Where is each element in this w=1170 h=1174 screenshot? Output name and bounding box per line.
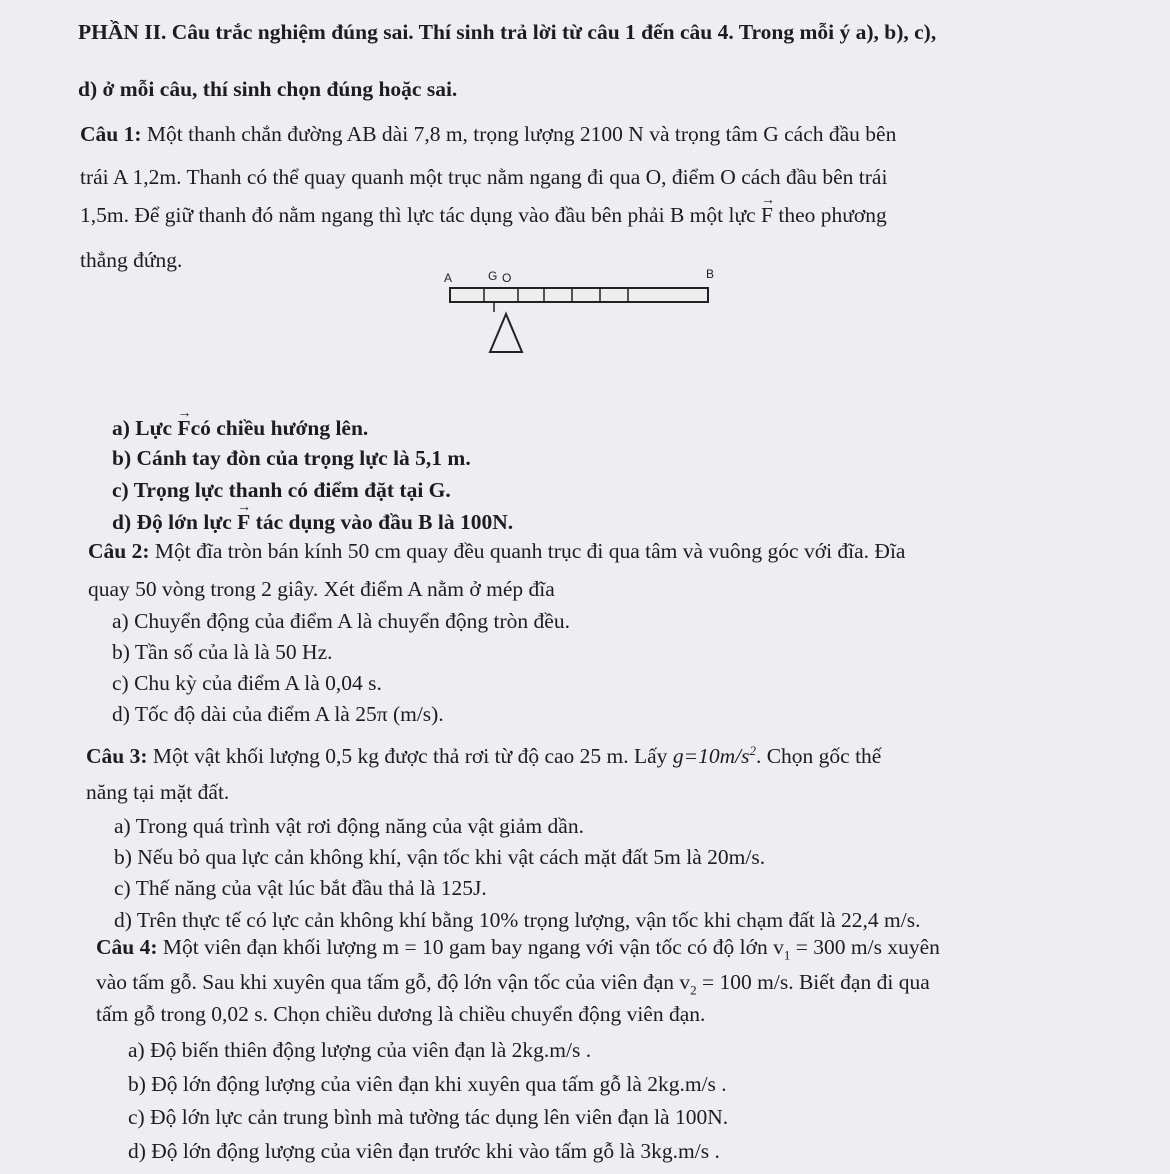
label-a: A <box>444 271 453 285</box>
section-header-line2: d) ở mỗi câu, thí sinh chọn đúng hoặc sai. <box>78 77 458 101</box>
q4-option-c: c) Độ lớn lực cản trung bình mà tường tác dụng lên viên đạn là 100N. <box>128 1105 729 1129</box>
q4-label: Câu 4: <box>96 935 158 959</box>
q4-option-a: a) Độ biến thiên động lượng của viên đạn là 2kg.m/s . <box>128 1038 592 1062</box>
q2-option-d: d) Tốc độ dài của điểm A là 25π (m/s). <box>112 702 444 726</box>
q4-option-d: d) Độ lớn động lượng của viên đạn trước khi vào tấm gỗ là 3kg.m/s . <box>128 1139 720 1163</box>
q1-label: Câu 1: <box>80 122 142 146</box>
q2-label: Câu 2: <box>88 539 150 563</box>
section-header-lead: PHẦN II. Câu trắc nghiệm đúng sai. Thí sinh trả lời từ câu 1 đến câu 4. <box>78 20 739 44</box>
q2-option-b: b) Tần số của là là 50 Hz. <box>112 640 333 664</box>
q1-line3: 1,5m. Để giữ thanh đó nằm ngang thì lực tác dụng vào đầu bên phải B một lực → F theo phương <box>80 201 887 229</box>
force-vector-f: → F <box>237 508 250 536</box>
lever-diagram <box>440 262 720 362</box>
section-header-tail: Trong mỗi ý a), b), c), <box>738 20 937 44</box>
bar-ab <box>450 288 708 302</box>
q4-line3: tấm gỗ trong 0,02 s. Chọn chiều dương là chiều chuyển động viên đạn. <box>96 1002 706 1026</box>
q1-option-d: d) Độ lớn lực → F tác dụng vào đầu B là 100N. <box>112 508 513 536</box>
q1-option-b: b) Cánh tay đòn của trọng lực là 5,1 m. <box>112 446 471 470</box>
q3-line2: năng tại mặt đất. <box>86 780 230 804</box>
q2-line2: quay 50 vòng trong 2 giây. Xét điểm A nằm ở mép đĩa <box>88 577 555 601</box>
q3-label: Câu 3: <box>86 744 148 769</box>
q4-line2: vào tấm gỗ. Sau khi xuyên qua tấm gỗ, độ lớn vận tốc của viên đạn $v_2 = 100$ m/s. Biết đạn đi qua <box>96 970 930 998</box>
label-o: O <box>502 271 512 285</box>
label-b: B <box>706 267 715 281</box>
q2-option-c: c) Chu kỳ của điểm A là 0,04 s. <box>112 671 382 695</box>
q2-option-a: a) Chuyển động của điểm A là chuyển động tròn đều. <box>112 609 570 633</box>
label-g: G <box>488 269 498 283</box>
force-vector-f: → F <box>761 201 773 229</box>
q3-option-b: b) Nếu bỏ qua lực cản không khí, vận tốc khi vật cách mặt đất 5m là 20m/s. <box>114 845 766 869</box>
q1-line1: Câu 1: Một thanh chắn đường AB dài 7,8 m, trọng lượng 2100 N và trọng tâm G cách đầu bên <box>80 122 897 146</box>
lever-figure <box>440 262 720 362</box>
pivot-triangle <box>490 314 522 352</box>
q1-option-c: c) Trọng lực thanh có điểm đặt tại G. <box>112 478 451 502</box>
q1-line2: trái A 1,2m. Thanh có thể quay quanh một trục nằm ngang đi qua O, điểm O cách đầu bên trái <box>80 165 888 189</box>
q4-option-b: b) Độ lớn động lượng của viên đạn khi xuyên qua tấm gỗ là 2kg.m/s . <box>128 1072 727 1096</box>
q3-line1: Câu 3: Một vật khối lượng 0,5 kg được thả rơi từ độ cao 25 m. Lấy $g=10m/s^2$. Chọn gốc thế <box>86 743 882 769</box>
q1-line4: thẳng đứng. <box>80 248 183 272</box>
q3-option-c: c) Thế năng của vật lúc bắt đầu thả là 125J. <box>114 876 487 900</box>
force-vector-f: → F <box>177 414 190 442</box>
mass-expression: m = 10 <box>382 935 444 959</box>
q3-option-a: a) Trong quá trình vật rơi động năng của vật giảm dần. <box>114 814 584 838</box>
section-header <box>78 18 936 46</box>
q3-option-d: d) Trên thực tế có lực cản không khí bằng 10% trọng lượng, vận tốc khi chạm đất là 22,4 m/s. <box>114 908 921 932</box>
q1-option-a: a) Lực → Fcó chiều hướng lên. <box>112 414 368 442</box>
q2-line1: Câu 2: Một đĩa tròn bán kính 50 cm quay đều quanh trục đi qua tâm và vuông góc với đĩa. Đĩa <box>88 539 906 563</box>
gravity-expression: g=10m/s <box>672 744 750 769</box>
q4-line1: Câu 4: Một viên đạn khối lượng m = 10 gam bay ngang với vận tốc có độ lớn $v_1 = 300$ m/s xuyên <box>96 935 940 963</box>
